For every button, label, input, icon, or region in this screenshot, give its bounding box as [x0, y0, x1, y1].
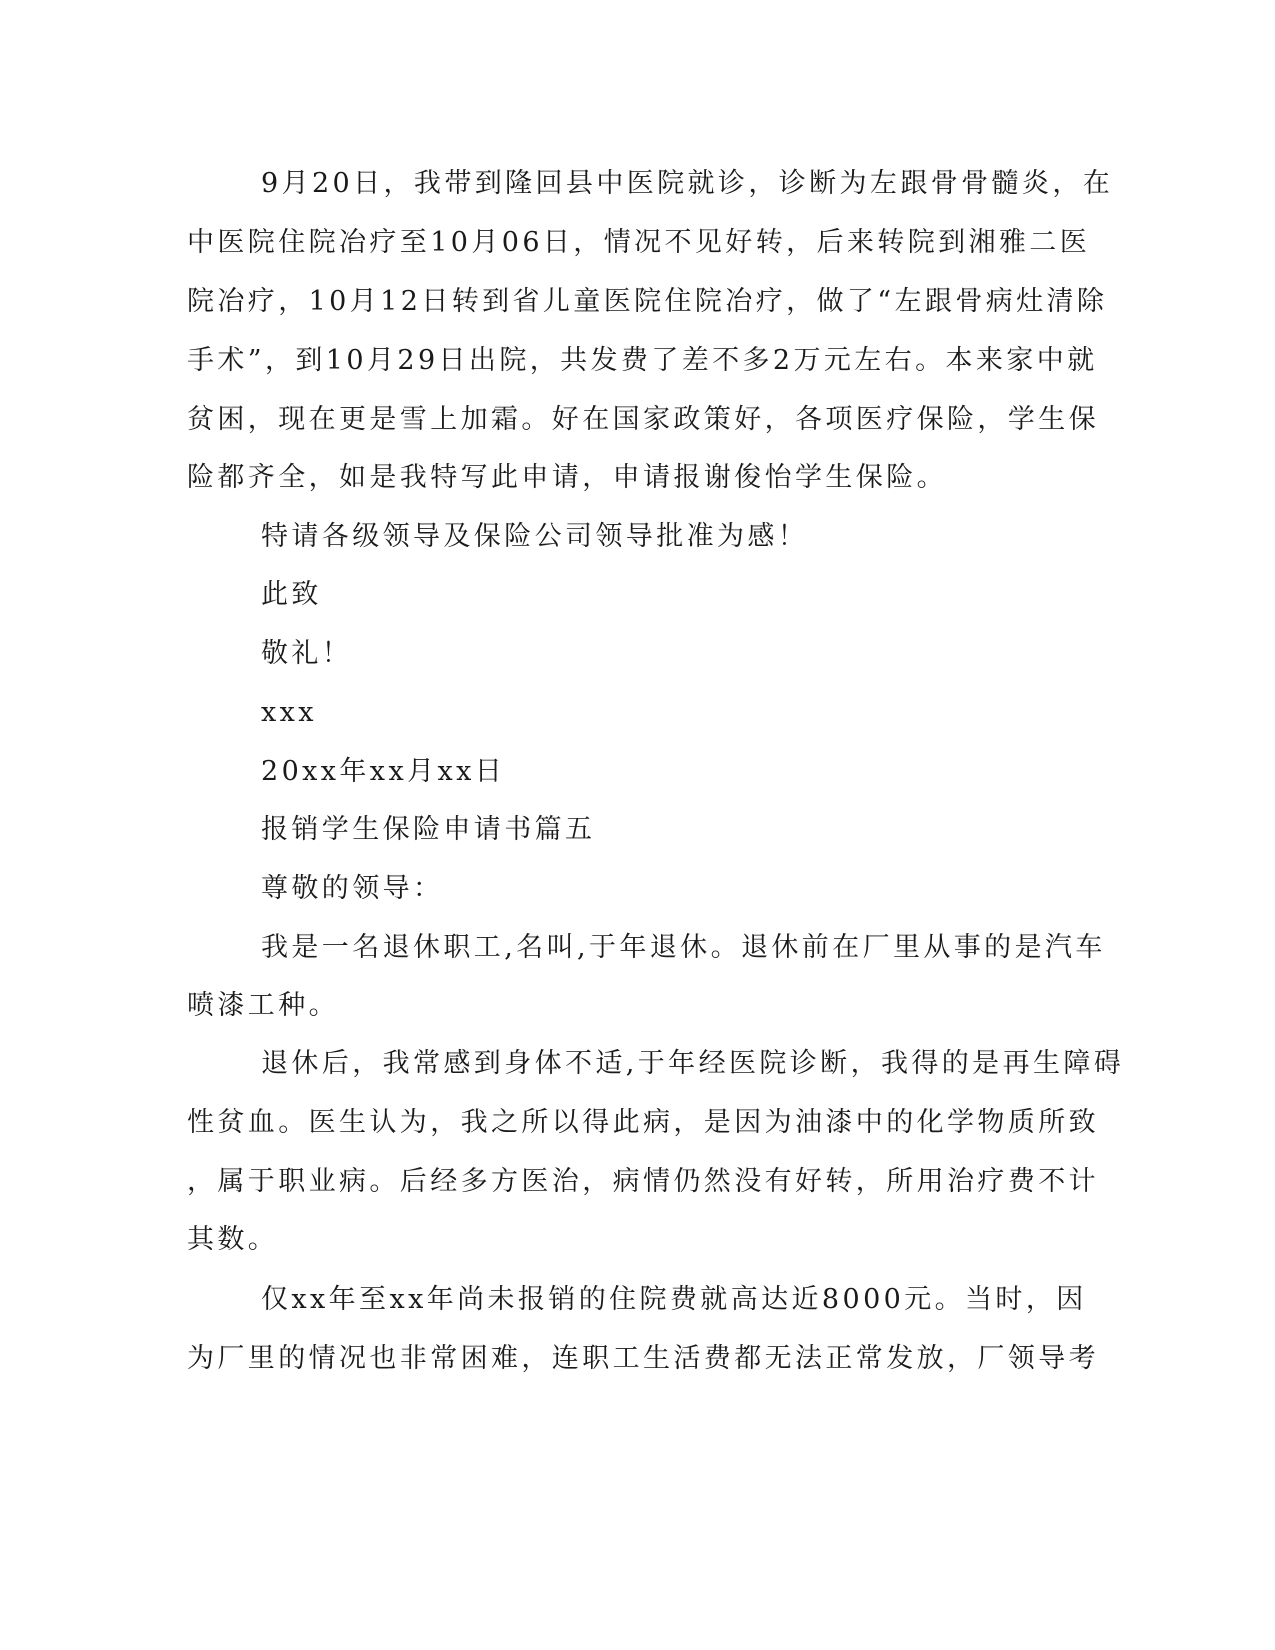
section-heading: 报销学生保险申请书篇五 [261, 814, 596, 845]
salutation-jingli: 敬礼！ [261, 638, 353, 669]
paragraph-line: 我是一名退休职工,名叫,于年退休。退休前在厂里从事的是汽车 [261, 932, 1106, 963]
paragraph-line: ，属于职业病。后经多方医治，病情仍然没有好转，所用治疗费不计 [187, 1166, 1099, 1197]
paragraph-line: 险都齐全，如是我特写此申请，申请报谢俊怡学生保险。 [187, 462, 947, 493]
paragraph-line: 性贫血。医生认为，我之所以得此病，是因为油漆中的化学物质所致 [187, 1107, 1099, 1138]
paragraph-line: 9月20日，我带到隆回县中医院就诊，诊断为左跟骨骨髓炎，在 [261, 168, 1114, 199]
paragraph-line: 中医院住院冶疗至10月06日，情况不见好转，后来转院到湘雅二医 [187, 227, 1091, 258]
signature-date: 20xx年xx月xx日 [261, 756, 506, 787]
paragraph-line: 手术”，到10月29日出院，共发费了差不多2万元左右。本来家中就 [187, 345, 1098, 376]
paragraph-line: 贫困，现在更是雪上加霜。好在国家政策好，各项医疗保险，学生保 [187, 404, 1099, 435]
paragraph-line: 喷漆工种。 [187, 990, 339, 1021]
salutation-cizhi: 此致 [261, 579, 322, 610]
signature-name: xxx [261, 697, 317, 728]
paragraph-line: 院冶疗，10月12日转到省儿童医院住院冶疗，做了“左跟骨病灶清除 [187, 286, 1108, 317]
paragraph-line: 仅xx年至xx年尚未报销的住院费就高达近8000元。当时，因 [261, 1284, 1087, 1315]
letter-greeting: 尊敬的领导： [261, 873, 444, 904]
closing-request-line: 特请各级领导及保险公司领导批准为感！ [261, 521, 809, 552]
paragraph-line: 退休后，我常感到身体不适,于年经医院诊断，我得的是再生障碍 [261, 1048, 1125, 1079]
paragraph-line: 其数。 [187, 1224, 279, 1255]
paragraph-line: 为厂里的情况也非常困难，连职工生活费都无法正常发放，厂领导考 [187, 1343, 1099, 1374]
